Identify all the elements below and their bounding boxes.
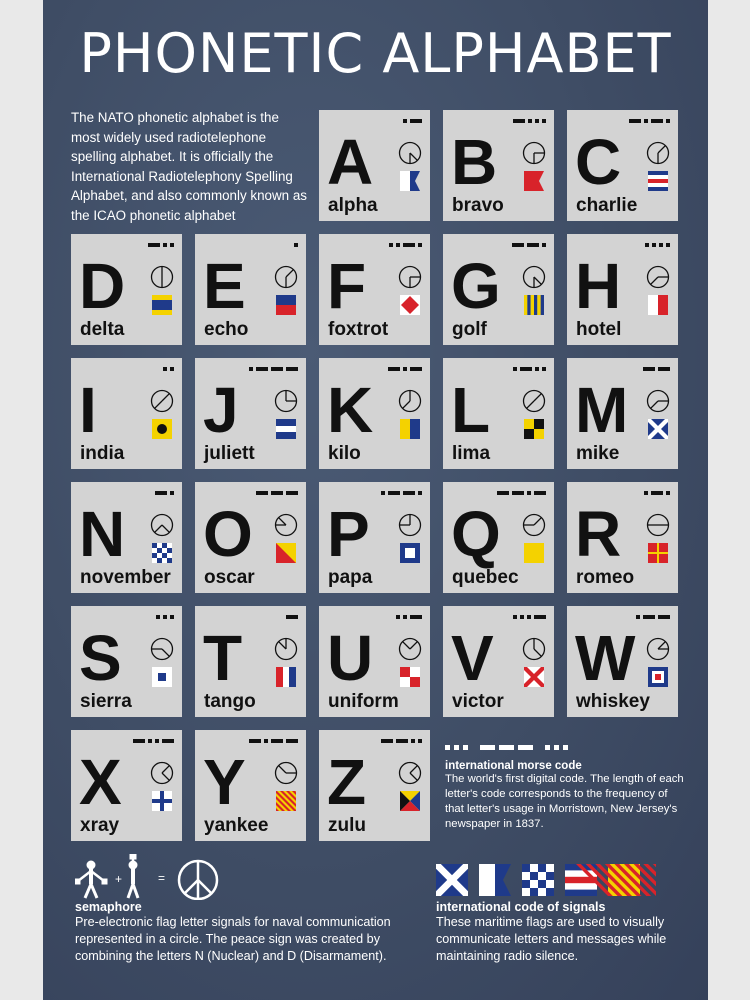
morse-dot xyxy=(156,615,160,619)
card-letter: H xyxy=(575,250,622,322)
letter-card-quebec xyxy=(443,482,554,593)
morse-code-icon xyxy=(381,739,422,743)
signal-flag-icon xyxy=(276,295,296,315)
morse-dash xyxy=(381,739,393,743)
semaphore-icon xyxy=(274,513,298,537)
morse-info xyxy=(445,760,685,832)
morse-dot xyxy=(666,119,670,123)
morse-dot xyxy=(659,243,663,247)
morse-dash xyxy=(513,119,525,123)
semaphore-icon xyxy=(522,513,546,537)
semaphore-info-title: semaphore xyxy=(75,900,142,914)
morse-code-icon xyxy=(513,119,546,123)
card-letter: R xyxy=(575,498,622,570)
semaphore-icon xyxy=(522,265,546,289)
semaphore-icon xyxy=(274,389,298,413)
signal-flag-icon xyxy=(648,295,668,315)
morse-code-icon xyxy=(629,119,670,123)
card-letter: T xyxy=(203,622,243,694)
semaphore-icon xyxy=(150,761,174,785)
semaphore-info xyxy=(75,900,427,965)
morse-dot xyxy=(554,745,559,750)
card-word: victor xyxy=(452,691,504,712)
card-letter: Y xyxy=(203,746,246,818)
morse-dot xyxy=(545,745,550,750)
card-word: echo xyxy=(204,319,249,340)
morse-code-icon xyxy=(512,243,546,247)
card-letter: W xyxy=(575,622,636,694)
morse-dot xyxy=(535,367,539,371)
morse-dot xyxy=(396,243,400,247)
morse-code-icon xyxy=(163,367,174,371)
morse-dash xyxy=(643,367,655,371)
letter-card-papa xyxy=(319,482,430,593)
card-word: hotel xyxy=(576,319,622,340)
morse-dash xyxy=(133,739,145,743)
morse-dot xyxy=(170,243,174,247)
card-letter: Z xyxy=(327,746,367,818)
signal-flag-icon xyxy=(524,667,544,687)
morse-dot xyxy=(294,243,298,247)
morse-code-icon xyxy=(403,119,422,123)
card-letter: O xyxy=(203,498,253,570)
letter-card-juliett xyxy=(195,358,306,469)
card-letter: B xyxy=(451,126,498,198)
morse-dot xyxy=(163,367,167,371)
signal-flag-icon xyxy=(276,791,296,811)
morse-dash xyxy=(256,491,268,495)
plus-sign: + xyxy=(115,872,123,886)
morse-dot xyxy=(535,119,539,123)
semaphore-info-text: Pre-electronic flag letter signals for naval communication represented in a circle. The peace sign was created by combining the letters N (Nuclear) and D (Disarmament). xyxy=(75,915,391,963)
card-letter: N xyxy=(79,498,126,570)
signal-flag-icon xyxy=(152,419,172,439)
morse-dot xyxy=(148,739,152,743)
morse-dash xyxy=(256,367,268,371)
morse-code-icon xyxy=(286,615,298,619)
morse-dot xyxy=(396,615,400,619)
letter-card-victor xyxy=(443,606,554,717)
morse-dash xyxy=(512,243,524,247)
morse-dot xyxy=(527,491,531,495)
morse-dot xyxy=(542,367,546,371)
morse-dot xyxy=(520,615,524,619)
morse-dash xyxy=(410,119,422,123)
morse-dash xyxy=(271,739,283,743)
signal-flag-icon xyxy=(648,171,668,191)
card-word: golf xyxy=(452,319,487,340)
card-word: whiskey xyxy=(576,691,650,712)
card-word: papa xyxy=(328,567,373,588)
card-letter: S xyxy=(79,622,122,694)
morse-dot xyxy=(542,243,546,247)
semaphore-illustration xyxy=(75,854,235,902)
letter-card-whiskey xyxy=(567,606,678,717)
signal-flag-icon xyxy=(524,419,544,439)
morse-dash xyxy=(249,739,261,743)
semaphore-icon xyxy=(398,141,422,165)
morse-code-icon xyxy=(133,739,174,743)
morse-dot xyxy=(403,615,407,619)
morse-code-icon xyxy=(644,491,670,495)
semaphore-figures xyxy=(75,854,225,900)
morse-code-icon xyxy=(256,491,298,495)
signal-flag-icon xyxy=(152,543,172,563)
morse-dash xyxy=(651,119,663,123)
morse-dot xyxy=(454,745,459,750)
letter-card-yankee xyxy=(195,730,306,841)
semaphore-icon xyxy=(274,637,298,661)
card-letter: E xyxy=(203,250,246,322)
semaphore-icon xyxy=(646,389,670,413)
semaphore-icon xyxy=(274,265,298,289)
morse-dash xyxy=(410,615,422,619)
morse-demo-glyphs xyxy=(445,745,605,753)
letter-card-xray xyxy=(71,730,182,841)
morse-dash xyxy=(286,615,298,619)
morse-dot xyxy=(652,243,656,247)
morse-dot xyxy=(418,243,422,247)
card-letter: P xyxy=(327,498,370,570)
signals-info-title: international code of signals xyxy=(436,900,606,914)
morse-dot xyxy=(389,243,393,247)
semaphore-icon xyxy=(150,637,174,661)
letter-card-sierra xyxy=(71,606,182,717)
morse-code-icon xyxy=(513,615,546,619)
card-word: quebec xyxy=(452,567,519,588)
signal-flag-m-icon xyxy=(436,864,468,896)
intro-text: The NATO phonetic alphabet is the most widely used radiotelephone spelling alphabet. It is officially the International Radiotelephony Spelling Alphabet, and also commonly known as the ICAO phonetic alphabet xyxy=(71,110,307,223)
card-letter: I xyxy=(79,374,97,446)
morse-dot xyxy=(445,745,450,750)
card-word: romeo xyxy=(576,567,635,588)
morse-dot xyxy=(264,739,268,743)
morse-dash xyxy=(534,491,546,495)
equals-sign: = xyxy=(158,871,166,885)
letter-card-charlie xyxy=(567,110,678,221)
semaphore-icon xyxy=(646,265,670,289)
letter-card-alpha xyxy=(319,110,430,221)
morse-dot xyxy=(513,615,517,619)
letter-card-romeo xyxy=(567,482,678,593)
morse-dot xyxy=(418,739,422,743)
signal-flag-icon xyxy=(524,171,544,191)
card-letter: K xyxy=(327,374,374,446)
signal-flag-n-icon xyxy=(522,864,554,896)
letter-card-foxtrot xyxy=(319,234,430,345)
morse-dash xyxy=(480,745,495,750)
morse-code-icon xyxy=(156,615,174,619)
card-word: kilo xyxy=(328,443,361,464)
morse-dash xyxy=(410,367,422,371)
person-figure-1 xyxy=(75,861,107,898)
morse-dot xyxy=(563,745,568,750)
morse-dot xyxy=(170,615,174,619)
morse-dash xyxy=(499,745,514,750)
morse-demo xyxy=(445,740,605,758)
card-word: yankee xyxy=(204,815,269,836)
card-letter: M xyxy=(575,374,629,446)
signal-flag-icon xyxy=(152,667,172,687)
card-letter: J xyxy=(203,374,239,446)
morse-dash xyxy=(388,491,400,495)
semaphore-icon xyxy=(646,637,670,661)
card-word: mike xyxy=(576,443,620,464)
signal-flag-icon xyxy=(400,543,420,563)
letter-card-tango xyxy=(195,606,306,717)
signal-flag-icon xyxy=(152,791,172,811)
morse-code-icon xyxy=(249,367,298,371)
morse-dot xyxy=(527,615,531,619)
letter-card-golf xyxy=(443,234,554,345)
signal-flag-icon xyxy=(400,419,420,439)
card-letter: A xyxy=(327,126,374,198)
morse-dash xyxy=(388,367,400,371)
card-word: charlie xyxy=(576,195,638,216)
morse-dot xyxy=(381,491,385,495)
morse-dot xyxy=(163,615,167,619)
morse-dot xyxy=(249,367,253,371)
person-figure-2 xyxy=(128,854,138,898)
signal-flag-icon xyxy=(648,543,668,563)
morse-dot xyxy=(528,119,532,123)
letter-card-hotel xyxy=(567,234,678,345)
morse-dot xyxy=(513,367,517,371)
signal-flag-icon xyxy=(524,543,544,563)
card-letter: G xyxy=(451,250,501,322)
letter-card-november xyxy=(71,482,182,593)
letter-card-lima xyxy=(443,358,554,469)
morse-dash xyxy=(512,491,524,495)
card-word: foxtrot xyxy=(328,319,389,340)
morse-info-title: international morse code xyxy=(445,760,582,772)
card-word: tango xyxy=(204,691,256,712)
morse-dot xyxy=(170,491,174,495)
morse-code-icon xyxy=(513,367,546,371)
morse-code-icon xyxy=(388,367,422,371)
letter-card-delta xyxy=(71,234,182,345)
semaphore-icon xyxy=(398,761,422,785)
morse-dot xyxy=(411,739,415,743)
letter-card-bravo xyxy=(443,110,554,221)
card-word: alpha xyxy=(328,195,378,216)
morse-dash xyxy=(629,119,641,123)
morse-code-icon xyxy=(249,739,298,743)
signal-flag-icon xyxy=(400,295,420,315)
letter-card-zulu xyxy=(319,730,430,841)
morse-dash xyxy=(518,745,533,750)
signal-flag-icon xyxy=(524,295,544,315)
semaphore-icon xyxy=(398,265,422,289)
semaphore-icon xyxy=(398,513,422,537)
signal-flag-icon xyxy=(276,419,296,439)
morse-dash xyxy=(271,491,283,495)
morse-dot xyxy=(463,745,468,750)
card-word: delta xyxy=(80,319,125,340)
card-letter: L xyxy=(451,374,491,446)
card-word: bravo xyxy=(452,195,504,216)
card-word: xray xyxy=(80,815,120,836)
morse-dash xyxy=(155,491,167,495)
letter-card-oscar xyxy=(195,482,306,593)
morse-dash xyxy=(651,491,663,495)
signal-flag-icon xyxy=(400,171,420,191)
morse-code-icon xyxy=(155,491,174,495)
morse-dash xyxy=(271,367,283,371)
morse-info-text: The world's first digital code. The length of each letter's code corresponds to the frequency of that letter's usage in Morristown, New Jersey's newspaper in 1837. xyxy=(445,773,684,830)
morse-dot xyxy=(666,491,670,495)
semaphore-icon xyxy=(646,513,670,537)
letter-card-uniform xyxy=(319,606,430,717)
morse-dash xyxy=(658,615,670,619)
semaphore-icon xyxy=(150,265,174,289)
morse-code-icon xyxy=(645,243,670,247)
morse-dash xyxy=(403,243,415,247)
letter-card-mike xyxy=(567,358,678,469)
morse-dash xyxy=(286,739,298,743)
card-word: india xyxy=(80,443,125,464)
card-word: lima xyxy=(452,443,491,464)
morse-dot xyxy=(403,367,407,371)
card-word: zulu xyxy=(328,815,366,836)
card-word: november xyxy=(80,567,171,588)
morse-code-icon xyxy=(643,367,670,371)
signal-flag-icon xyxy=(400,667,420,687)
morse-dot xyxy=(163,243,167,247)
signal-flag-icon xyxy=(648,419,668,439)
morse-dash xyxy=(520,367,532,371)
morse-dash xyxy=(643,615,655,619)
semaphore-icon xyxy=(398,389,422,413)
card-word: sierra xyxy=(80,691,132,712)
letter-card-echo xyxy=(195,234,306,345)
poster xyxy=(43,0,708,1000)
letter-card-india xyxy=(71,358,182,469)
morse-code-icon xyxy=(148,243,174,247)
card-letter: F xyxy=(327,250,367,322)
card-letter: D xyxy=(79,250,126,322)
card-letter: U xyxy=(327,622,374,694)
morse-dash xyxy=(527,243,539,247)
morse-code-icon xyxy=(294,243,298,247)
signal-flag-icon xyxy=(152,295,172,315)
morse-dot xyxy=(644,491,648,495)
morse-dash xyxy=(162,739,174,743)
morse-code-icon xyxy=(396,615,422,619)
semaphore-icon xyxy=(522,141,546,165)
morse-code-icon xyxy=(636,615,670,619)
morse-dot xyxy=(644,119,648,123)
morse-code-icon xyxy=(389,243,422,247)
signal-flag-icon xyxy=(648,667,668,687)
morse-dash xyxy=(658,367,670,371)
page-title: PHONETIC ALPHABET xyxy=(79,22,672,85)
semaphore-icon xyxy=(274,761,298,785)
semaphore-icon xyxy=(150,513,174,537)
morse-dash xyxy=(286,367,298,371)
signal-flag-icon xyxy=(276,667,296,687)
peace-sign-icon xyxy=(179,861,217,899)
morse-dash xyxy=(534,615,546,619)
card-letter: Q xyxy=(451,498,501,570)
morse-dash xyxy=(286,491,298,495)
morse-dot xyxy=(542,119,546,123)
morse-code-icon xyxy=(381,491,422,495)
letter-card-kilo xyxy=(319,358,430,469)
card-letter: X xyxy=(79,746,122,818)
semaphore-icon xyxy=(398,637,422,661)
morse-dash xyxy=(148,243,160,247)
morse-dot xyxy=(636,615,640,619)
morse-dot xyxy=(155,739,159,743)
signals-info xyxy=(436,900,696,965)
semaphore-icon xyxy=(522,389,546,413)
morse-dot xyxy=(170,367,174,371)
card-word: juliett xyxy=(204,443,255,464)
semaphore-icon xyxy=(522,637,546,661)
semaphore-icon xyxy=(150,389,174,413)
morse-dot xyxy=(666,243,670,247)
signals-info-text: These maritime flags are used to visually communicate letters and messages while maintaining radio silence. xyxy=(436,915,667,963)
signal-flag-icon xyxy=(276,543,296,563)
signal-flags-row xyxy=(436,864,656,898)
card-word: uniform xyxy=(328,691,399,712)
morse-code-icon xyxy=(497,491,546,495)
morse-dash xyxy=(403,491,415,495)
signal-flag-a-icon xyxy=(479,864,511,896)
signal-flag-icon xyxy=(400,791,420,811)
card-word: oscar xyxy=(204,567,255,588)
morse-dot xyxy=(645,243,649,247)
card-letter: V xyxy=(451,622,494,694)
morse-dot xyxy=(418,491,422,495)
card-letter: C xyxy=(575,126,622,198)
morse-dash xyxy=(396,739,408,743)
morse-dash xyxy=(497,491,509,495)
morse-dot xyxy=(403,119,407,123)
semaphore-icon xyxy=(646,141,670,165)
